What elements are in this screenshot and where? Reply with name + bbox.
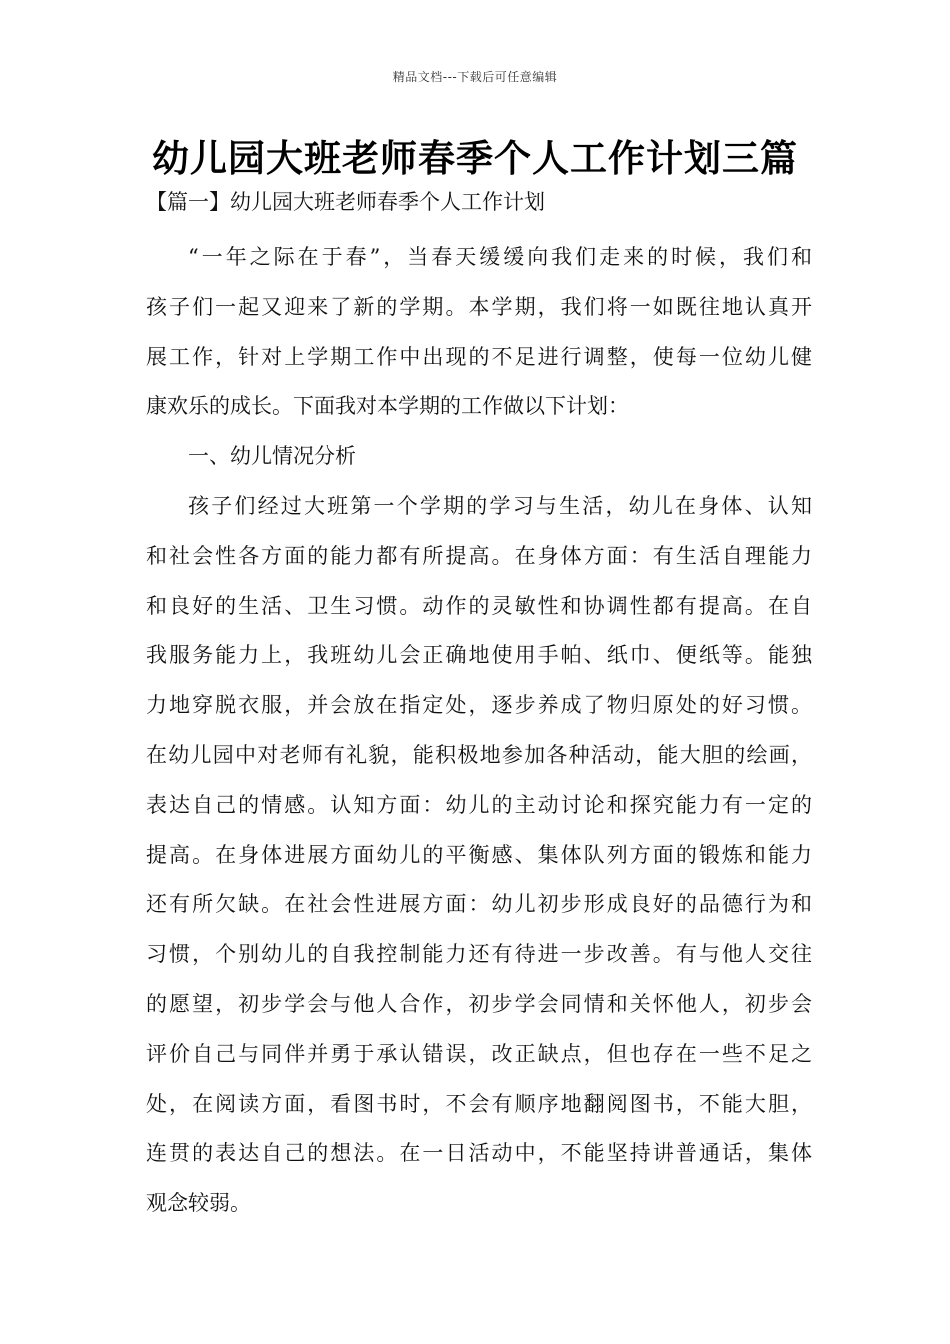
body-line: “一年之际在于春”，当春天缓缓向我们走来的时候，我们和 [188, 245, 812, 269]
body-line: 我服务能力上，我班幼儿会正确地使用手帕、纸巾、便纸等。能独 [146, 643, 812, 668]
body-line: 和社会性各方面的能力都有所提高。在身体方面：有生活自理能力 [146, 543, 812, 568]
body-line: 在幼儿园中对老师有礼貌，能积极地参加各种活动，能大胆的绘画， [146, 742, 812, 767]
body-text [146, 233, 812, 1229]
body-line: 评价自己与同伴并勇于承认错误，改正缺点，但也存在一些不足之 [146, 1041, 812, 1066]
body-line: 处，在阅读方面，看图书时，不会有顺序地翻阅图书，不能大胆， [146, 1091, 812, 1116]
section-subtitle: 【篇一】幼儿园大班老师春季个人工作计划 [146, 190, 545, 214]
body-line: 连贯的表达自己的想法。在一日活动中，不能坚持讲普通话，集体 [146, 1141, 812, 1166]
body-line: 康欢乐的成长。下面我对本学期的工作做以下计划： [146, 394, 629, 419]
document-title: 幼儿园大班老师春季个人工作计划三篇 [152, 137, 798, 180]
body-line: 表达自己的情感。认知方面：幼儿的主动讨论和探究能力有一定的 [146, 792, 812, 817]
body-line: 孩子们经过大班第一个学期的学习与生活，幼儿在身体、认知 [188, 493, 812, 518]
body-line: 提高。在身体进展方面幼儿的平衡感、集体队列方面的锻炼和能力 [146, 842, 812, 867]
body-line: 习惯，个别幼儿的自我控制能力还有待进一步改善。有与他人交往 [146, 942, 812, 967]
body-line: 力地穿脱衣服，并会放在指定处，逐步养成了物归原处的好习惯。 [146, 693, 812, 718]
body-line: 的愿望，初步学会与他人合作，初步学会同情和关怀他人，初步会 [146, 991, 812, 1016]
body-line: 孩子们一起又迎来了新的学期。本学期，我们将一如既往地认真开 [146, 294, 812, 319]
body-line: 展工作，针对上学期工作中出现的不足进行调整，使每一位幼儿健 [146, 344, 812, 369]
header-note: 精品文档---下载后可任意编辑 [392, 70, 558, 84]
section-heading: 一、幼儿情况分析 [188, 444, 356, 469]
body-line: 还有所欠缺。在社会性进展方面：幼儿初步形成良好的品德行为和 [146, 892, 812, 917]
body-line: 和良好的生活、卫生习惯。动作的灵敏性和协调性都有提高。在自 [146, 593, 812, 618]
body-line: 观念较弱。 [146, 1191, 251, 1216]
